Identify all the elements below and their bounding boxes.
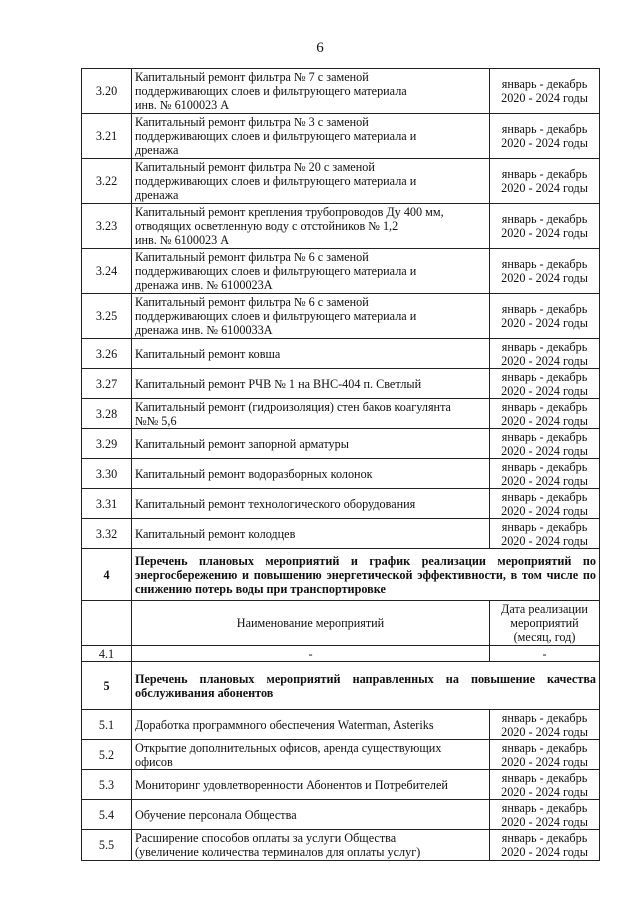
row-description: Капитальный ремонт РЧВ № 1 на ВНС-404 п. Светлый bbox=[132, 369, 490, 399]
row-number: 3.24 bbox=[82, 249, 132, 294]
date-years: 2020 - 2024 годы bbox=[501, 503, 588, 518]
row-date bbox=[490, 294, 600, 339]
row-description: Капитальный ремонт ковша bbox=[132, 339, 490, 369]
date-months: январь - декабрь bbox=[501, 831, 588, 845]
date-years: 2020 - 2024 годы bbox=[501, 784, 588, 799]
date-months: январь - декабрь bbox=[501, 489, 588, 504]
date-months: январь - декабрь bbox=[501, 399, 588, 414]
row-description: Капитальный ремонт фильтра № 6 с заменой поддерживающих слоев и фильтрующего материала и дренажа инв. № 6100023А bbox=[132, 249, 490, 294]
table-row bbox=[82, 770, 600, 800]
section-title: Перечень плановых мероприятий направленных на повышение качества обслуживания абонентов bbox=[132, 662, 600, 710]
date-months: январь - декабрь bbox=[501, 339, 588, 354]
date-years: 2020 - 2024 годы bbox=[501, 136, 588, 150]
table-row bbox=[82, 114, 600, 159]
date-years: 2020 - 2024 годы bbox=[501, 724, 588, 739]
row-description: Капитальный ремонт фильтра № 20 с заменой поддерживающих слоев и фильтрующего материала и дренажа bbox=[132, 159, 490, 204]
row-date bbox=[490, 740, 600, 770]
table-row bbox=[82, 489, 600, 519]
row-number: 5.5 bbox=[82, 830, 132, 861]
table-row bbox=[82, 830, 600, 861]
table-row bbox=[82, 294, 600, 339]
date-years: 2020 - 2024 годы bbox=[501, 181, 588, 195]
row-number: 5.2 bbox=[82, 740, 132, 770]
table-row bbox=[82, 69, 600, 114]
date-years: 2020 - 2024 годы bbox=[501, 413, 588, 428]
row-date bbox=[490, 69, 600, 114]
date-months: январь - декабрь bbox=[501, 167, 588, 181]
date-months: январь - декабрь bbox=[501, 800, 588, 815]
row-description: Капитальный ремонт фильтра № 6 с заменой поддерживающих слоев и фильтрующего материала и дренажа инв. № 6100033А bbox=[132, 294, 490, 339]
row-date bbox=[490, 800, 600, 830]
table-row bbox=[82, 249, 600, 294]
date-years: 2020 - 2024 годы bbox=[501, 754, 588, 769]
date-years: 2020 - 2024 годы bbox=[501, 91, 588, 105]
date-months: январь - декабрь bbox=[501, 369, 588, 384]
row-date bbox=[490, 114, 600, 159]
table-row bbox=[82, 429, 600, 459]
row-number: 3.25 bbox=[82, 294, 132, 339]
date-months: январь - декабрь bbox=[501, 429, 588, 444]
row-date bbox=[490, 249, 600, 294]
row-description: Капитальный ремонт (гидроизоляция) стен баков коагулянта №№ 5,6 bbox=[132, 399, 490, 429]
row-number: 4.1 bbox=[82, 646, 132, 662]
date-years: 2020 - 2024 годы bbox=[501, 533, 588, 548]
row-date bbox=[490, 204, 600, 249]
date-years: 2020 - 2024 годы bbox=[501, 316, 588, 330]
date-years: 2020 - 2024 годы bbox=[501, 845, 588, 859]
row-number: 5.1 bbox=[82, 710, 132, 740]
date-months: январь - декабрь bbox=[501, 77, 588, 91]
row-description: Капитальный ремонт технологического оборудования bbox=[132, 489, 490, 519]
date-years: 2020 - 2024 годы bbox=[501, 443, 588, 458]
measures-table bbox=[81, 68, 600, 861]
date-years: 2020 - 2024 годы bbox=[501, 814, 588, 829]
row-number: 3.32 bbox=[82, 519, 132, 549]
header-name-cell: Наименование мероприятий bbox=[132, 601, 490, 646]
section-row bbox=[82, 549, 600, 601]
row-date bbox=[490, 339, 600, 369]
row-date bbox=[490, 770, 600, 800]
row-description: Мониторинг удовлетворенности Абонентов и Потребителей bbox=[132, 770, 490, 800]
table-row bbox=[82, 204, 600, 249]
date-years: 2020 - 2024 годы bbox=[501, 353, 588, 368]
row-number: 3.23 bbox=[82, 204, 132, 249]
table-row bbox=[82, 399, 600, 429]
table-row bbox=[82, 369, 600, 399]
date-months: январь - декабрь bbox=[501, 302, 588, 316]
row-description: Капитальный ремонт запорной арматуры bbox=[132, 429, 490, 459]
row-date bbox=[490, 369, 600, 399]
date-months: январь - декабрь bbox=[501, 740, 588, 755]
row-description: - bbox=[132, 646, 490, 662]
section-title: Перечень плановых мероприятий и график реализации мероприятий по энергосбережению и повышению энергетической эффективности, в том числе по снижению потерь воды при транспортировке bbox=[132, 549, 600, 601]
row-description: Открытие дополнительных офисов, аренда существующих офисов bbox=[132, 740, 490, 770]
row-date bbox=[490, 459, 600, 489]
header-row bbox=[82, 601, 600, 646]
row-date bbox=[490, 489, 600, 519]
row-number: 3.30 bbox=[82, 459, 132, 489]
row-date bbox=[490, 429, 600, 459]
row-date bbox=[490, 519, 600, 549]
table-row bbox=[82, 339, 600, 369]
table-row bbox=[82, 740, 600, 770]
date-months: январь - декабрь bbox=[501, 710, 588, 725]
date-months: январь - декабрь bbox=[501, 770, 588, 785]
date-years: 2020 - 2024 годы bbox=[501, 271, 588, 285]
table-row bbox=[82, 710, 600, 740]
row-date: - bbox=[490, 646, 600, 662]
row-number: 5.4 bbox=[82, 800, 132, 830]
row-description: Капитальный ремонт водоразборных колонок bbox=[132, 459, 490, 489]
section-number: 4 bbox=[82, 549, 132, 601]
row-number: 3.22 bbox=[82, 159, 132, 204]
row-number: 3.28 bbox=[82, 399, 132, 429]
row-description: Капитальный ремонт колодцев bbox=[132, 519, 490, 549]
table-row bbox=[82, 646, 600, 662]
row-description: Капитальный ремонт фильтра № 7 с заменой поддерживающих слоев и фильтрующего материала инв. № 6100023 А bbox=[132, 69, 490, 114]
row-date bbox=[490, 159, 600, 204]
section-row bbox=[82, 662, 600, 710]
table-row bbox=[82, 800, 600, 830]
row-number: 3.26 bbox=[82, 339, 132, 369]
date-months: январь - декабрь bbox=[501, 459, 588, 474]
row-date bbox=[490, 710, 600, 740]
table-row bbox=[82, 519, 600, 549]
page-number: 6 bbox=[316, 40, 324, 56]
row-number: 3.27 bbox=[82, 369, 132, 399]
row-description: Капитальный ремонт крепления трубопроводов Ду 400 мм, отводящих осветленную воду с отстойников № 1,2 инв. № 6100023 А bbox=[132, 204, 490, 249]
header-blank-cell bbox=[82, 601, 132, 646]
date-months: январь - декабрь bbox=[501, 122, 588, 136]
row-number: 3.21 bbox=[82, 114, 132, 159]
date-months: январь - декабрь bbox=[501, 212, 588, 226]
header-date-cell: Дата реализации мероприятий (месяц, год) bbox=[490, 601, 600, 646]
row-description: Обучение персонала Общества bbox=[132, 800, 490, 830]
date-months: январь - декабрь bbox=[501, 257, 588, 271]
table-row bbox=[82, 159, 600, 204]
row-number: 3.29 bbox=[82, 429, 132, 459]
date-years: 2020 - 2024 годы bbox=[501, 383, 588, 398]
date-years: 2020 - 2024 годы bbox=[501, 473, 588, 488]
row-number: 3.20 bbox=[82, 69, 132, 114]
date-months: январь - декабрь bbox=[501, 519, 588, 534]
row-date bbox=[490, 830, 600, 861]
row-description: Доработка программного обеспечения Waterman, Asteriks bbox=[132, 710, 490, 740]
row-description: Капитальный ремонт фильтра № 3 с заменой поддерживающих слоев и фильтрующего материала и дренажа bbox=[132, 114, 490, 159]
section-number: 5 bbox=[82, 662, 132, 710]
row-number: 3.31 bbox=[82, 489, 132, 519]
row-number: 5.3 bbox=[82, 770, 132, 800]
date-years: 2020 - 2024 годы bbox=[501, 226, 588, 240]
row-description: Расширение способов оплаты за услуги Общества (увеличение количества терминалов для оплаты услуг) bbox=[132, 830, 490, 861]
table-row bbox=[82, 459, 600, 489]
row-date bbox=[490, 399, 600, 429]
